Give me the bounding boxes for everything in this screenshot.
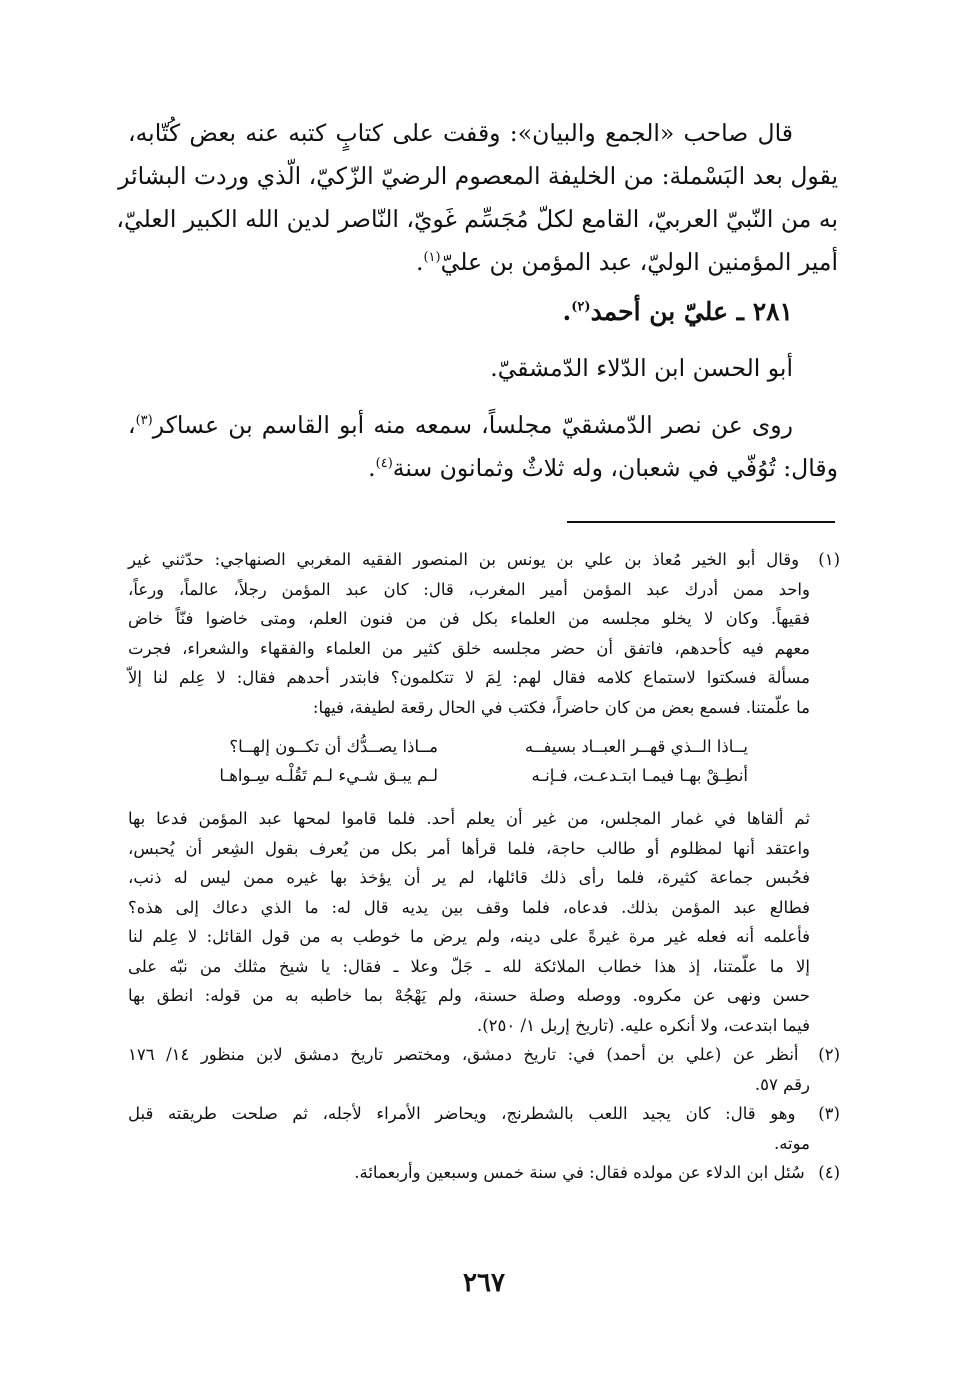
footnote-line [128, 1099, 840, 1129]
poem [128, 732, 840, 796]
entry-heading [128, 290, 838, 333]
footnote-line [128, 1040, 840, 1070]
footnote-ref: (٤) [375, 456, 393, 472]
footnote-line: ما علّمتنا. فسمع بعض من كان حاضراً، فكتب في الحال رقعة لطيفة، فيها: [312, 697, 810, 717]
footnote-line: واحد ممن أدرك عبد المؤمن أمير المغرب، قال: كان عبد المؤمن رجلاً، عالماً، ورعاً، [128, 579, 810, 599]
footnote-line: معهم فيه كأحدهم، فاتفق أن حضر مجلسه خلق كثير من العلماء والفقهاء والشعراء، فجرت [128, 638, 810, 658]
verse-hemistich: أنطِـقْ بهـا فيمـا ابتـدعـت، فـإنـه [531, 766, 748, 785]
verse-hemistich: مــاذا يصــدُّك أن تكــون إلهــا؟ [229, 737, 438, 756]
footnote-ref: (٢) [571, 299, 591, 315]
verse-hemistich: لـم يبـق شـيء لـم تَقُلْـه سِـواهـا [219, 766, 438, 785]
punctuation: . [415, 248, 424, 276]
footnote-text: وهو قال: كان يجيد اللعب بالشطرنج، ويحاضر الأمراء لأجله، ثم صلحت طريقته قبل [128, 1104, 796, 1123]
text-line: به من النّبيّ العربيّ، القامع لكلّ مُجَسِّم غَويّ، النّاصر لدين الله الكبير العليّ، [116, 205, 838, 233]
footnote-line: فيما ابتدعت، ولا أنكره عليه. (تاريخ إربل ١/ ٢٥٠). [476, 1015, 810, 1035]
kunya-line: أبو الحسن ابن الدّلاء الدّمشقيّ. [490, 354, 793, 382]
text-line: قال صاحب «الجمع والبيان»: وقفت على كتابٍ كتبه عنه بعض كُتّابه، [128, 119, 793, 147]
punctuation: ، [128, 411, 136, 439]
footnote-line: رقم ٥٧. [754, 1074, 810, 1094]
verse-hemistich: يــاذا الــذي قهــر العبــاد بسيفــه [524, 737, 748, 756]
footnote-number: (١) [818, 550, 840, 569]
footnote-line: فقيهاً. وكان لا يخلو مجلسه من العلماء بكل فن من فنون العلم، ومتى خاضوا فنّاً خاض [128, 609, 810, 628]
footnote-line: فأعلمه أنه فعله غير مرة غيرةً على دينه، ولم يرض ما خوطب به من قول القائل: لا عِلم لنا [128, 927, 810, 946]
entry-title: ٢٨١ ـ عليّ بن أحمد [590, 297, 793, 326]
text-segment: أمير المؤمنين الوليّ، عبد المؤمن بن عليّ [440, 248, 838, 276]
footnote-line: حسن ونهى عن مكروه. ووصله وصلة حسنة، ولم يَهْجُهْ بما خاطبه به من قوله: انطق بها [128, 986, 810, 1005]
footnote-text: أنظر عن (علي بن أحمد) في: تاريخ دمشق، ومختصر تاريخ دمشق لابن منظور ١٤/ ١٧٦ [128, 1045, 799, 1064]
text-segment: وقال: تُوُفّي في شعبان، وله ثلاثٌ وثمانون سنة [392, 454, 838, 482]
main-text [116, 112, 838, 490]
footnote-ref: (١) [423, 250, 441, 266]
text-segment: روى عن نصر الدّمشقيّ مجلساً، سمعه منه أبو القاسم بن عساكر [152, 411, 793, 439]
footnote-line [128, 1158, 840, 1188]
footnotes [128, 545, 840, 1188]
footnote-number: (٢) [818, 1045, 841, 1064]
punctuation: . [562, 297, 572, 326]
footnote-separator [567, 521, 835, 523]
footnote-number: (٣) [818, 1104, 840, 1123]
text-line [128, 241, 838, 284]
footnote-line [128, 545, 840, 575]
footnote-line: واعتقد أنها لمظلوم أو طالب حاجة، فلما قرأها أمر بكل من يُعرف بقول الشِعر أن يُحبس، [128, 838, 810, 858]
footnote-line: فطالع عبد المؤمن بذلك. فدعاه، فلما وقف بين يديه قال له: ما الذي دعاك إلى هذه؟ [128, 897, 810, 917]
punctuation: . [368, 454, 376, 482]
footnote-ref: (٣) [135, 413, 153, 429]
footnote-line: فحُبس جماعة كثيرة، فلما رأى ذلك قائلها، لم ير أن يؤخذ بها غيره ممن ليس له ذنب، [128, 868, 810, 887]
footnote-line: إلا ما علّمتنا، إذ هذا خطاب الملائكة لله ـ جَلّ وعلا ـ فقال: يا شيخ مثلك من نبّه على [128, 956, 810, 976]
text-line: يقول بعد البَسْملة: من الخليفة المعصوم الرضيّ الزّكيّ، الّذي وردت البشائر [118, 162, 838, 190]
footnote-line: موته. [773, 1133, 810, 1153]
text-line [128, 447, 838, 490]
footnote-line: ثم ألقاها في غمار المجلس، من غير أن يعلم أحد. فلما قاموا لمحها عبد المؤمن فدعا بها [128, 809, 810, 828]
footnote-line: مسألة فسكتوا لاستماع كلامه فقال لهم: لِمَ لا تتكلمون؟ فابتدر أحدهم فقال: لا عِلم لنا إلاّ [128, 668, 810, 687]
footnote-number: (٤) [818, 1163, 840, 1182]
text-line [128, 404, 838, 447]
page-number: ٢٦٧ [463, 1268, 505, 1298]
footnote-text: سُئل ابن الدلاء عن مولده فقال: في سنة خمس وسبعين وأربعمائة. [354, 1163, 805, 1182]
footnote-text: وقال أبو الخير مُعاذ بن علي بن يونس بن المنصور الفقيه المغربي الصنهاجي: حدّثني غير [128, 550, 800, 569]
